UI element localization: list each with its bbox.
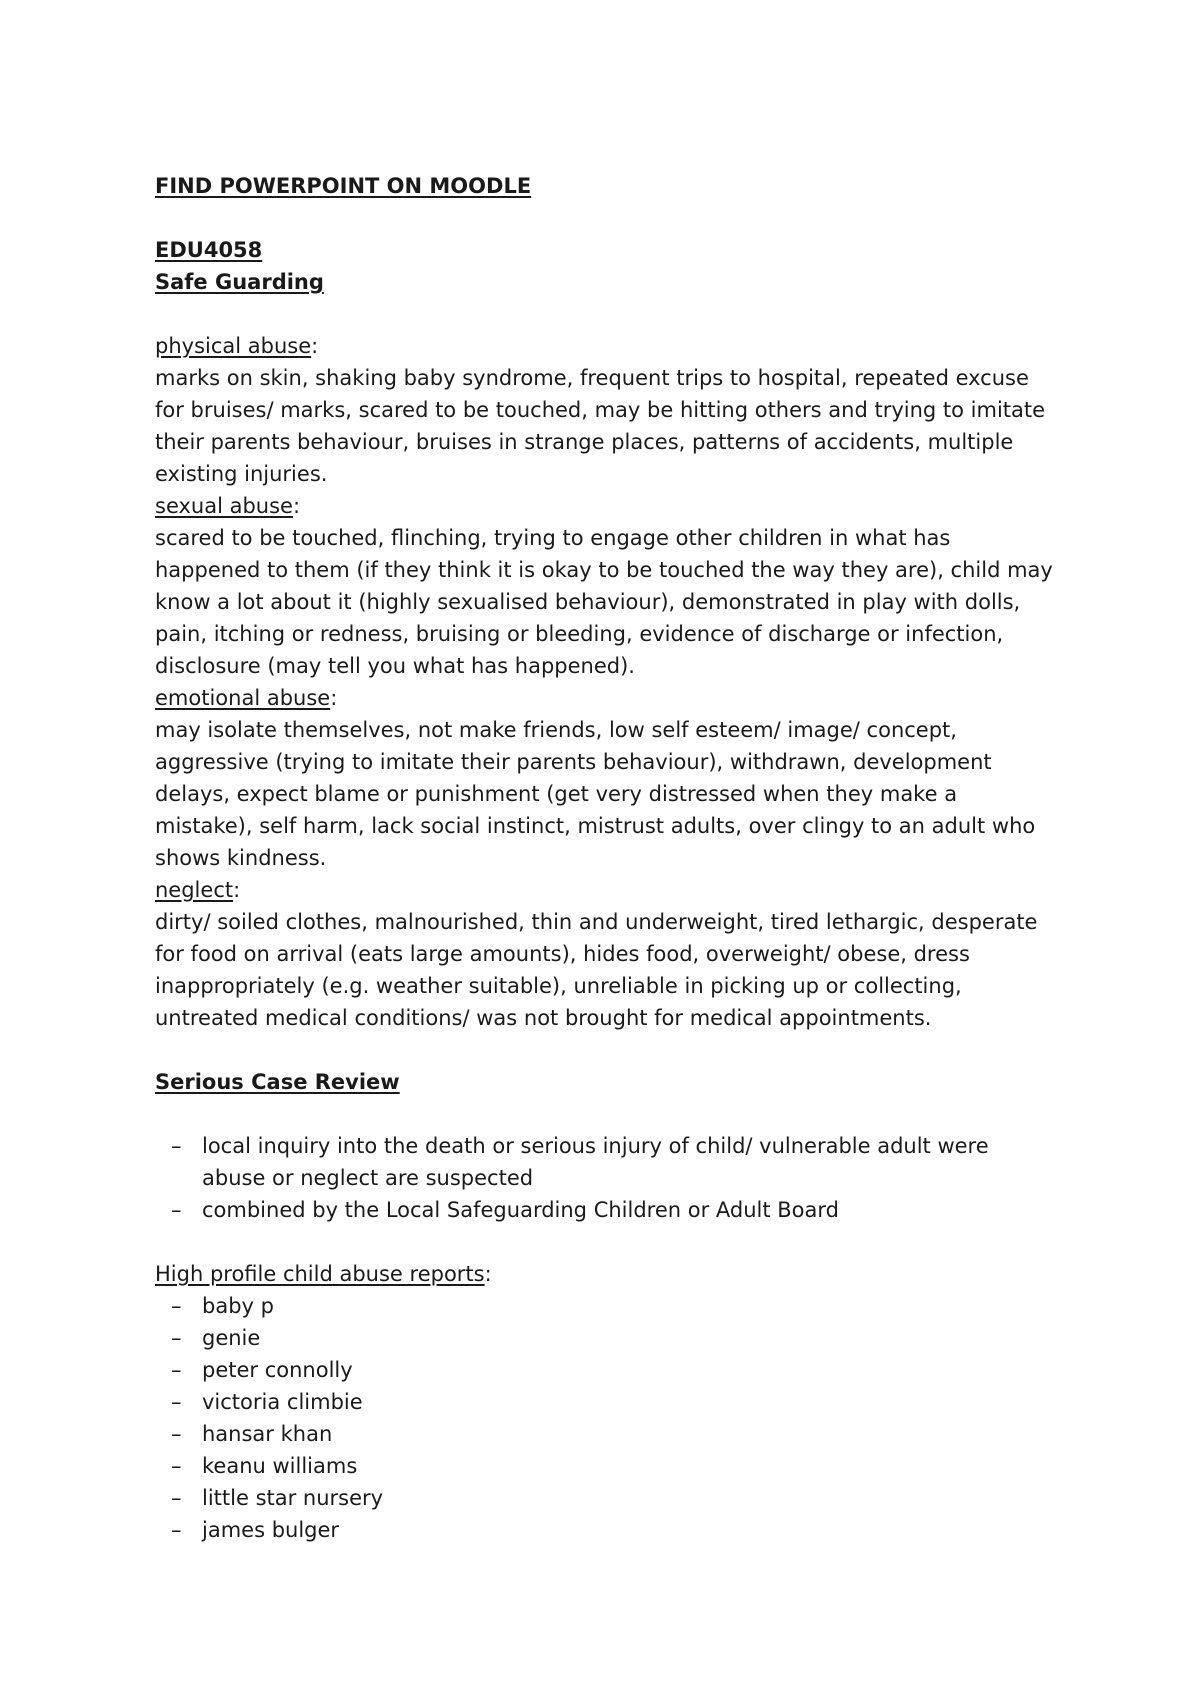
list-item: – local inquiry into the death or serious injury of child/ vulnerable adult were abuse or neglect are suspected: [155, 1130, 1055, 1194]
spacer: [155, 1034, 1055, 1066]
sexual-abuse-heading: sexual abuse:: [155, 494, 301, 518]
document-page: [155, 170, 1055, 1546]
neglect-heading: neglect:: [155, 878, 241, 902]
list-item: – little star nursery: [155, 1482, 1055, 1514]
emotional-abuse-heading: emotional abuse:: [155, 686, 338, 710]
list-item: – genie: [155, 1322, 1055, 1354]
list-item: – james bulger: [155, 1514, 1055, 1546]
high-profile-list: [155, 1290, 1055, 1546]
spacer: [155, 202, 1055, 234]
spacer: [155, 298, 1055, 330]
spacer: [155, 1226, 1055, 1258]
course-code: EDU4058: [155, 238, 263, 262]
serious-case-review-heading: Serious Case Review: [155, 1070, 400, 1094]
list-item: – victoria climbie: [155, 1386, 1055, 1418]
course-title: Safe Guarding: [155, 270, 324, 294]
list-item: – peter connolly: [155, 1354, 1055, 1386]
list-item: – hansar khan: [155, 1418, 1055, 1450]
high-profile-heading: High profile child abuse reports:: [155, 1262, 492, 1286]
neglect-body: dirty/ soiled clothes, malnourished, thin and underweight, tired lethargic, desperate for food on arrival (eats large amounts), hides food, overweight/ obese, dress inappropriately (e.g. weather suitable), unreliable in picking up or collecting, untreated medical conditions/ was not brought for medical appointments.: [155, 910, 1038, 1030]
emotional-abuse-body: may isolate themselves, not make friends, low self esteem/ image/ concept, aggressive (trying to imitate their parents behaviour), withdrawn, development delays, expect blame or punishment (get very distressed when they make a mistake), self harm, lack social instinct, mistrust adults, over clingy to an adult who shows kindness.: [155, 718, 1036, 870]
list-item: – baby p: [155, 1290, 1055, 1322]
serious-case-review-list: [155, 1130, 1055, 1226]
sexual-abuse-body: scared to be touched, flinching, trying to engage other children in what has happened to them (if they think it is okay to be touched the way they are), child may know a lot about it (highly sexualised behaviour), demonstrated in play with dolls, pain, itching or redness, bruising or bleeding, evidence of discharge or infection, disclosure (may tell you what has happened).: [155, 526, 1053, 678]
list-item: – combined by the Local Safeguarding Children or Adult Board: [155, 1194, 1055, 1226]
physical-abuse-heading: physical abuse:: [155, 334, 319, 358]
spacer: [155, 1098, 1055, 1130]
list-item: – keanu williams: [155, 1450, 1055, 1482]
physical-abuse-body: marks on skin, shaking baby syndrome, frequent trips to hospital, repeated excuse for bruises/ marks, scared to be touched, may be hitting others and trying to imitate their parents behaviour, bruises in strange places, patterns of accidents, multiple existing injuries.: [155, 366, 1046, 486]
moodle-note: FIND POWERPOINT ON MOODLE: [155, 174, 532, 198]
